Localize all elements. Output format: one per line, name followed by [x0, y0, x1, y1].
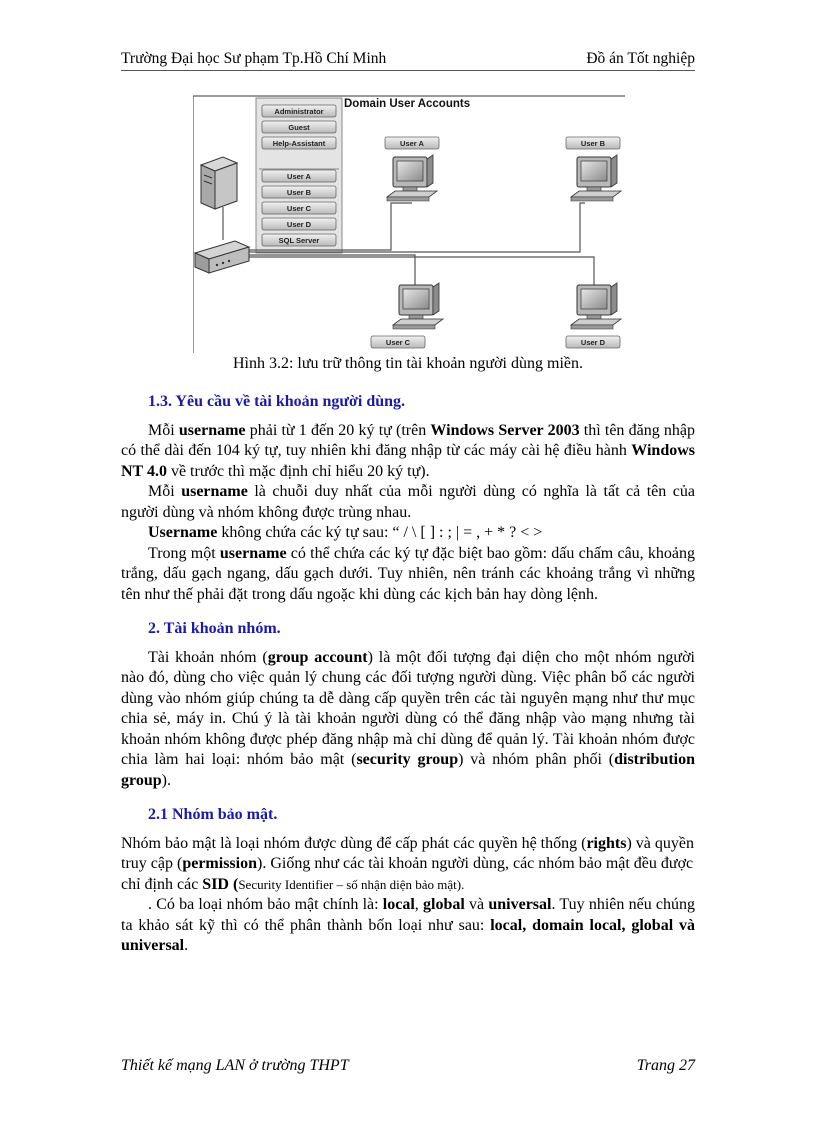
paragraph-username-length: Mỗi username phải từ 1 đến 20 ký tự (trên Windows Server 2003 thì tên đăng nhập có thể dài đến 104 ký tự, tuy nhiên khi đăng nhập từ các máy cài hệ điều hành Windows NT 4.0 về trước thì mặc định chỉ hiểu 20 ký tự). — [121, 421, 696, 480]
heading-2: 2. Tài khoản nhóm. — [148, 620, 281, 637]
computer-user-c-icon — [393, 283, 443, 329]
account-guest: Guest — [288, 123, 310, 132]
heading-2-1: 2.1 Nhóm bảo mật. — [148, 806, 278, 823]
paragraph-username-chars: Username không chứa các ký tự sau: “ / \ [ ] : ; | = , + * ? < > — [148, 524, 543, 541]
account-administrator: Administrator — [274, 107, 324, 116]
page-number: Trang 27 — [636, 1057, 695, 1074]
header-doc-type: Đồ án Tốt nghiệp — [586, 50, 695, 67]
paragraph-group-account: Tài khoản nhóm (group account) là một đối tượng đại diện cho một nhóm người nào đó, dùng cho việc quản lý chung các đối tượng người dùng. Việc phân bổ các người dùng vào nhóm giúp chúng ta dễ dàng cấp quyền trên các tài nguyên mạng như thư mục chia sẻ, máy in. Chú ý là tài khoản người dùng có thể đăng nhập vào mạng nhưng tài khoản nhóm không được phép đăng nhập mà chỉ dùng để quản lý. Tài khoản nhóm được chia làm hai loại: nhóm bảo mật (security group) và nhóm phân phối (distribution group). — [121, 648, 696, 789]
account-sql-server: SQL Server — [278, 236, 320, 245]
computer-label-user-b: User B — [580, 139, 606, 148]
paragraph-username-special: Trong một username có thể chứa các ký tự đặc biệt bao gồm: dấu chấm câu, khoảng trắng, dấu gạch ngang, dấu gạch dưới. Tuy nhiên, nên tránh các khoảng trắng vì những tên như thế phải đặt trong dấu ngoặc khi dùng các kịch bản hay dòng lệnh. — [121, 544, 696, 603]
figure-domain-user-accounts — [193, 95, 625, 353]
main-content — [121, 392, 695, 957]
heading-1-3: 1.3. Yêu cầu về tài khoản người dùng. — [148, 393, 406, 410]
computer-label-user-a: User A — [400, 139, 424, 148]
account-user-a: User A — [287, 172, 311, 181]
account-user-c: User C — [286, 204, 312, 213]
header-school: Trường Đại học Sư phạm Tp.Hồ Chí Minh — [121, 50, 387, 67]
computer-user-d-icon — [571, 283, 621, 329]
account-help-assistant: Help-Assistant — [272, 139, 326, 148]
paragraph-username-unique: Mỗi username là chuỗi duy nhất của mỗi người dùng có nghĩa là tất cả tên của người dùng và nhóm không được trùng nhau. — [121, 483, 696, 521]
figure-title: Domain User Accounts — [344, 98, 471, 110]
computer-label-user-d: User D — [580, 338, 606, 347]
computer-user-b-icon — [571, 155, 621, 201]
figure-caption: Hình 3.2: lưu trữ thông tin tài khoản người dùng miền. — [232, 355, 583, 372]
computer-label-user-c: User C — [385, 338, 411, 347]
switch-hub-icon — [195, 241, 249, 273]
server-tower-icon — [201, 157, 237, 209]
account-user-b: User B — [286, 188, 312, 197]
account-user-d: User D — [286, 220, 312, 229]
page-header — [121, 46, 695, 71]
computer-user-a-icon — [387, 155, 437, 201]
paragraph-security-group: Nhóm bảo mật là loại nhóm được dùng để cấp phát các quyền hệ thống (rights) và quyền truy cập (permission). Giống như các tài khoản người dùng, các nhóm bảo mật đều được chỉ định các SID (Security Identifier – số nhận diện bảo mật). — [121, 834, 694, 893]
paragraph-security-group-types: . Có ba loại nhóm bảo mật chính là: local, global và universal. Tuy nhiên nếu chúng ta khảo sát kỹ thì có thể phân thành bốn loại như sau: local, domain local, global và universal. — [121, 896, 696, 954]
network-diagram — [193, 95, 625, 353]
footer-title: Thiết kế mạng LAN ở trường THPT — [121, 1057, 349, 1074]
